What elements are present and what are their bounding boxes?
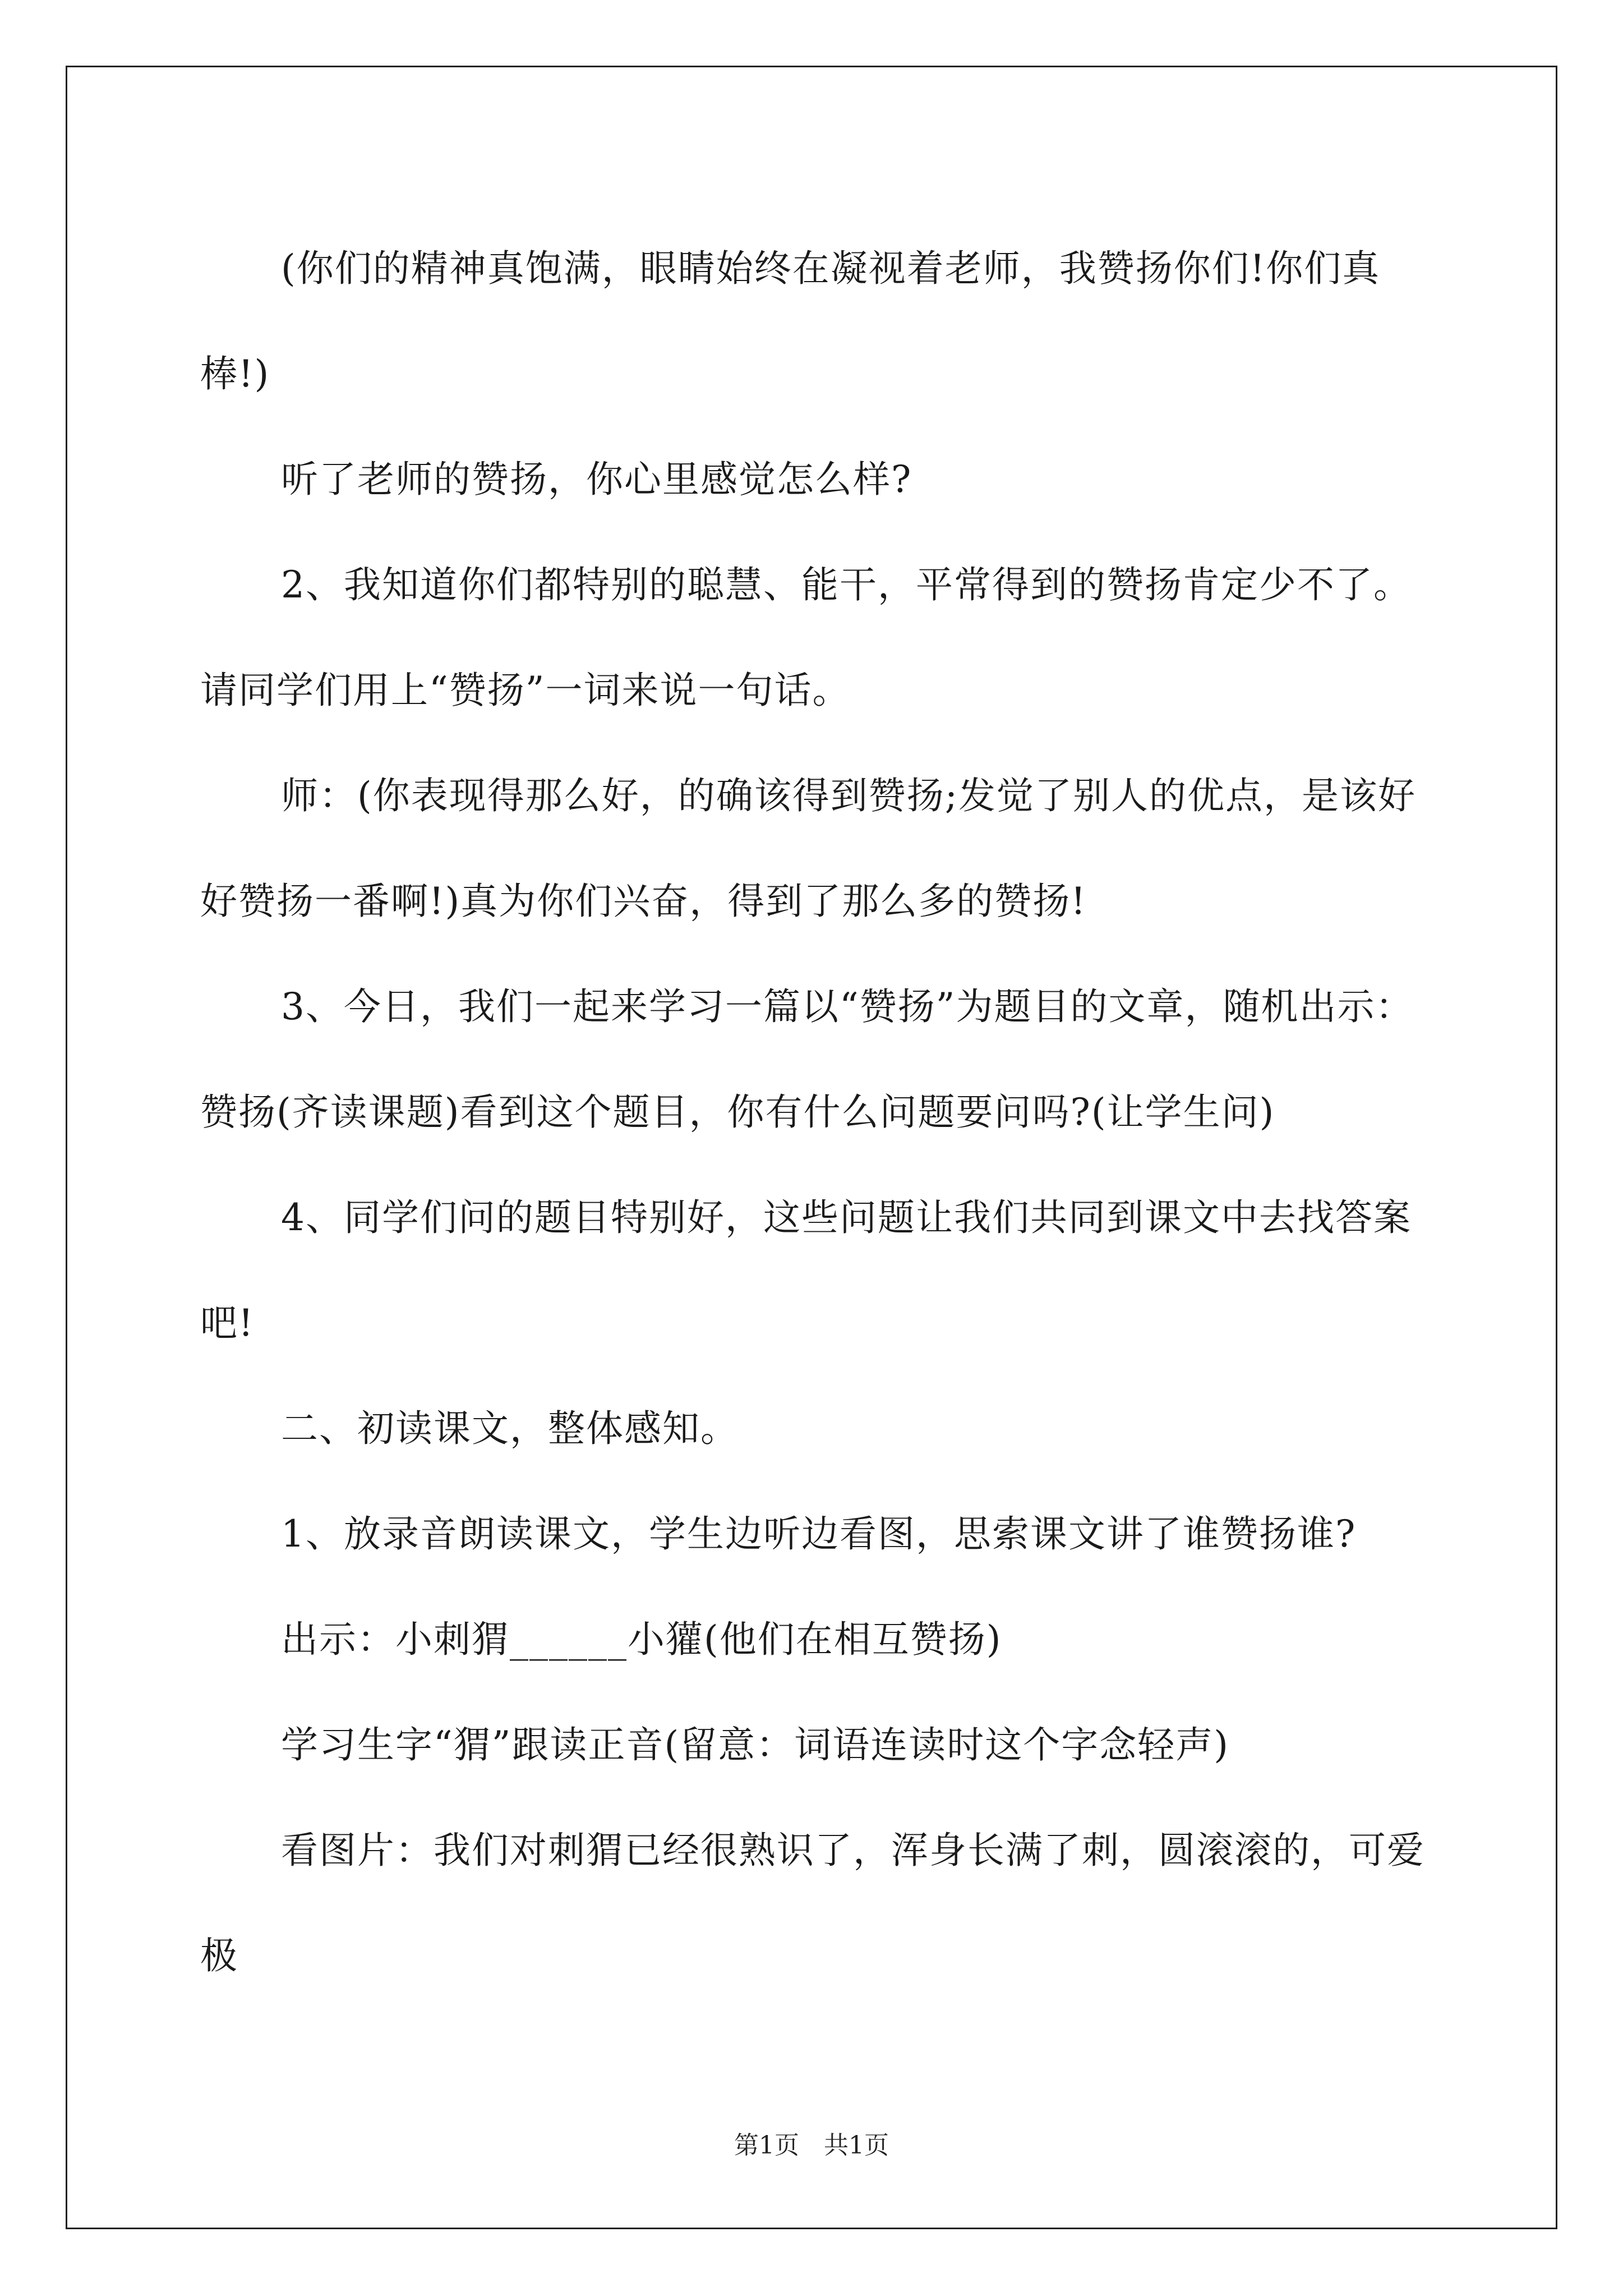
section-heading: 二、初读课文，整体感知。 — [281, 1407, 739, 1450]
paragraph: (你们的精神真饱满，眼睛始终在凝视着老师，我赞扬你们!你们真棒!) — [200, 247, 1381, 395]
document-body — [200, 216, 1440, 2009]
page-number-footer: 第1页 共1页 — [734, 2131, 889, 2160]
paragraph: 2、我知道你们都特别的聪慧、能干，平常得到的赞扬肯定少不了。请同学们用上“赞扬”一词来说一句话。 — [200, 563, 1412, 712]
paragraph: 师：(你表现得那么好，的确该得到赞扬;发觉了别人的优点，是该好好赞扬一番啊!)真为你们兴奋，得到了那么多的赞扬! — [200, 774, 1416, 923]
paragraph: 听了老师的赞扬，你心里感觉怎么样? — [281, 458, 912, 501]
paragraph: 看图片：我们对刺猬已经很熟识了，浑身长满了刺，圆滚滚的，可爱极 — [200, 1829, 1425, 1977]
paragraph: 4、同学们问的题目特别好，这些问题让我们共同到课文中去找答案吧! — [200, 1196, 1412, 1345]
paragraph: 1、放录音朗读课文，学生边听边看图，思索课文讲了谁赞扬谁? — [281, 1512, 1357, 1556]
paragraph: 学习生字“猬”跟读正音(留意：词语连读时这个字念轻声) — [281, 1723, 1229, 1766]
paragraph: 3、今日，我们一起来学习一篇以“赞扬”为题目的文章，随机出示：赞扬(齐读课题)看到这个题目，你有什么问题要问吗?(让学生问) — [200, 985, 1414, 1134]
paragraph: 出示：小刺猬______小獾(他们在相互赞扬) — [281, 1618, 1002, 1661]
